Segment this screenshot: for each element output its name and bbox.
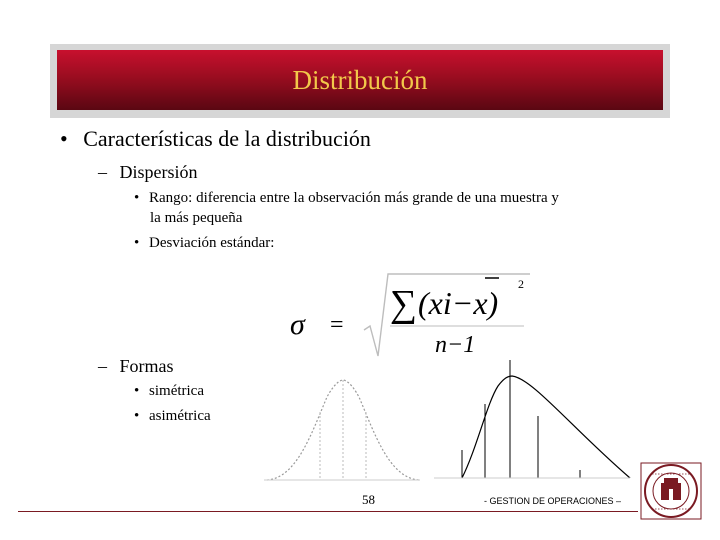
- bullet-dot: •: [60, 126, 68, 151]
- dispersion-heading: Dispersión: [119, 162, 198, 182]
- subbullet-dispersion: [98, 162, 198, 183]
- item-simetrica-text: simétrica: [149, 383, 204, 399]
- bullet-dot: •: [134, 383, 140, 399]
- skewed-curve: [462, 376, 630, 478]
- formas-heading: Formas: [119, 356, 174, 376]
- item-asimetrica: [134, 408, 211, 425]
- formula-numerator: (xi−x): [418, 285, 499, 321]
- formula-sum: ∑: [390, 283, 418, 325]
- formula-denominator: n−1: [435, 332, 476, 358]
- item-simetrica: [134, 383, 204, 400]
- bullet-main: [60, 126, 371, 152]
- bullet-main-text: Características de la distribución: [83, 126, 371, 151]
- item-desviacion: [134, 235, 274, 252]
- university-seal-icon: [640, 462, 702, 520]
- std-dev-formula: [280, 268, 540, 360]
- page-number: 58: [362, 492, 375, 507]
- slide-title: Distribución: [292, 64, 428, 95]
- subbullet-formas: [98, 356, 174, 377]
- footer-rule: [18, 511, 638, 512]
- course-footer: - GESTION DE OPERACIONES –: [484, 496, 622, 506]
- item-asimetrica-text: asimétrica: [149, 408, 211, 424]
- bullet-dot: •: [134, 235, 140, 251]
- item-desviacion-text: Desviación estándar:: [149, 235, 275, 251]
- formula-sigma: σ: [290, 308, 305, 341]
- title-bar: [57, 50, 663, 110]
- item-rango: [134, 190, 559, 207]
- formula-exponent: 2: [518, 277, 524, 291]
- dash-mark: –: [98, 162, 107, 182]
- formula-equals: =: [330, 312, 344, 338]
- bullet-dot: •: [134, 408, 140, 424]
- item-rango-text: Rango: diferencia entre la observación más grande de una muestra y: [149, 190, 559, 206]
- symmetric-curve-figure: [262, 372, 422, 482]
- skewed-curve-figure: [432, 358, 632, 482]
- dash-mark: –: [98, 356, 107, 376]
- item-rango-cont: la más pequeña: [150, 210, 243, 226]
- bullet-dot: •: [134, 190, 140, 206]
